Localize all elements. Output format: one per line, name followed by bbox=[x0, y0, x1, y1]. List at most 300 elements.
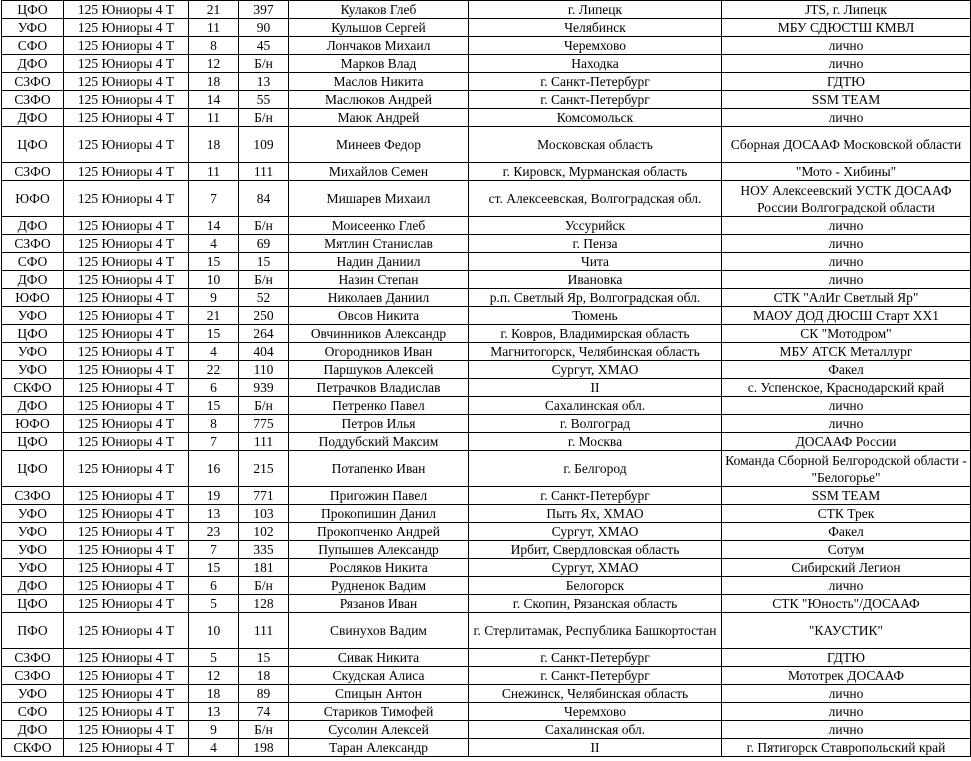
bib-number-cell: Б/н bbox=[239, 271, 289, 289]
bib-number-cell: 18 bbox=[239, 667, 289, 685]
rider-name-cell: Росляков Никита bbox=[289, 559, 469, 577]
rank-cell: 15 bbox=[189, 253, 239, 271]
table-row bbox=[2, 523, 971, 541]
bib-number-cell: 13 bbox=[239, 73, 289, 91]
team-cell: Факел bbox=[722, 361, 971, 379]
rank-cell: 5 bbox=[189, 649, 239, 667]
class-cell: 125 Юниоры 4 Т bbox=[64, 361, 189, 379]
district-cell: ДФО bbox=[2, 109, 64, 127]
table-row bbox=[2, 307, 971, 325]
team-cell: Команда Сборной Белгородской области - "Белогорье" bbox=[722, 451, 971, 487]
rider-name-cell: Прокопченко Андрей bbox=[289, 523, 469, 541]
class-cell: 125 Юниоры 4 Т bbox=[64, 595, 189, 613]
bib-number-cell: Б/н bbox=[239, 397, 289, 415]
class-cell: 125 Юниоры 4 Т bbox=[64, 1, 189, 19]
class-cell: 125 Юниоры 4 Т bbox=[64, 667, 189, 685]
rider-name-cell: Минеев Федор bbox=[289, 127, 469, 163]
bib-number-cell: 128 bbox=[239, 595, 289, 613]
district-cell: ЦФО bbox=[2, 325, 64, 343]
rider-name-cell: Мятлин Станислав bbox=[289, 235, 469, 253]
team-cell: JTS, г. Липецк bbox=[722, 1, 971, 19]
city-cell: Сургут, ХМАО bbox=[469, 361, 722, 379]
rank-cell: 19 bbox=[189, 487, 239, 505]
rank-cell: 4 bbox=[189, 343, 239, 361]
rank-cell: 8 bbox=[189, 37, 239, 55]
team-cell: Сборная ДОСААФ Московской области bbox=[722, 127, 971, 163]
rider-name-cell: Овчинников Александр bbox=[289, 325, 469, 343]
city-cell: II bbox=[469, 739, 722, 757]
class-cell: 125 Юниоры 4 Т bbox=[64, 505, 189, 523]
bib-number-cell: 55 bbox=[239, 91, 289, 109]
class-cell: 125 Юниоры 4 Т bbox=[64, 415, 189, 433]
city-cell: г. Ковров, Владимирская область bbox=[469, 325, 722, 343]
district-cell: УФО bbox=[2, 307, 64, 325]
class-cell: 125 Юниоры 4 Т bbox=[64, 325, 189, 343]
table-row bbox=[2, 505, 971, 523]
bib-number-cell: 404 bbox=[239, 343, 289, 361]
team-cell: лично bbox=[722, 577, 971, 595]
city-cell: ст. Алексеевская, Волгоградская обл. bbox=[469, 181, 722, 217]
class-cell: 125 Юниоры 4 Т bbox=[64, 433, 189, 451]
rider-name-cell: Кулаков Глеб bbox=[289, 1, 469, 19]
district-cell: СКФО bbox=[2, 739, 64, 757]
city-cell: г. Волгоград bbox=[469, 415, 722, 433]
city-cell: г. Санкт-Петербург bbox=[469, 649, 722, 667]
rider-name-cell: Петренко Павел bbox=[289, 397, 469, 415]
class-cell: 125 Юниоры 4 Т bbox=[64, 649, 189, 667]
team-cell: НОУ Алексеевский УСТК ДОСААФ России Волгоградской области bbox=[722, 181, 971, 217]
table-row bbox=[2, 19, 971, 37]
rank-cell: 14 bbox=[189, 217, 239, 235]
table-row bbox=[2, 73, 971, 91]
team-cell: "Мото - Хибины" bbox=[722, 163, 971, 181]
table-row bbox=[2, 721, 971, 739]
table-row bbox=[2, 703, 971, 721]
bib-number-cell: 215 bbox=[239, 451, 289, 487]
rank-cell: 4 bbox=[189, 739, 239, 757]
table-row bbox=[2, 577, 971, 595]
bib-number-cell: 74 bbox=[239, 703, 289, 721]
city-cell: Сахалинская обл. bbox=[469, 721, 722, 739]
rider-name-cell: Мишарев Михаил bbox=[289, 181, 469, 217]
team-cell: лично bbox=[722, 703, 971, 721]
class-cell: 125 Юниоры 4 Т bbox=[64, 685, 189, 703]
table-row bbox=[2, 289, 971, 307]
rank-cell: 6 bbox=[189, 379, 239, 397]
bib-number-cell: 102 bbox=[239, 523, 289, 541]
district-cell: СЗФО bbox=[2, 91, 64, 109]
district-cell: ДФО bbox=[2, 721, 64, 739]
rider-name-cell: Свинухов Вадим bbox=[289, 613, 469, 649]
rider-name-cell: Поддубский Максим bbox=[289, 433, 469, 451]
district-cell: ЮФО bbox=[2, 289, 64, 307]
table-row bbox=[2, 235, 971, 253]
district-cell: ДФО bbox=[2, 397, 64, 415]
district-cell: ДФО bbox=[2, 577, 64, 595]
class-cell: 125 Юниоры 4 Т bbox=[64, 109, 189, 127]
class-cell: 125 Юниоры 4 Т bbox=[64, 541, 189, 559]
city-cell: г. Пенза bbox=[469, 235, 722, 253]
city-cell: г. Санкт-Петербург bbox=[469, 91, 722, 109]
district-cell: СЗФО bbox=[2, 235, 64, 253]
class-cell: 125 Юниоры 4 Т bbox=[64, 91, 189, 109]
team-cell: лично bbox=[722, 55, 971, 73]
city-cell: г. Кировск, Мурманская область bbox=[469, 163, 722, 181]
city-cell: Черемхово bbox=[469, 37, 722, 55]
city-cell: Находка bbox=[469, 55, 722, 73]
bib-number-cell: 264 bbox=[239, 325, 289, 343]
district-cell: ДФО bbox=[2, 271, 64, 289]
bib-number-cell: 335 bbox=[239, 541, 289, 559]
bib-number-cell: 45 bbox=[239, 37, 289, 55]
class-cell: 125 Юниоры 4 Т bbox=[64, 559, 189, 577]
bib-number-cell: Б/н bbox=[239, 721, 289, 739]
table-row bbox=[2, 379, 971, 397]
rank-cell: 11 bbox=[189, 19, 239, 37]
class-cell: 125 Юниоры 4 Т bbox=[64, 55, 189, 73]
city-cell: Московская область bbox=[469, 127, 722, 163]
team-cell: СК "Мотодром" bbox=[722, 325, 971, 343]
district-cell: СКФО bbox=[2, 379, 64, 397]
team-cell: МБУ АТСК Металлург bbox=[722, 343, 971, 361]
bib-number-cell: 111 bbox=[239, 163, 289, 181]
bib-number-cell: 109 bbox=[239, 127, 289, 163]
district-cell: УФО bbox=[2, 19, 64, 37]
team-cell: ГДТЮ bbox=[722, 649, 971, 667]
table-row bbox=[2, 37, 971, 55]
table-row bbox=[2, 397, 971, 415]
team-cell: Мототрек ДОСААФ bbox=[722, 667, 971, 685]
bib-number-cell: 15 bbox=[239, 649, 289, 667]
city-cell: Ирбит, Свердловская область bbox=[469, 541, 722, 559]
team-cell: лично bbox=[722, 253, 971, 271]
bib-number-cell: 771 bbox=[239, 487, 289, 505]
table-row bbox=[2, 271, 971, 289]
bib-number-cell: 198 bbox=[239, 739, 289, 757]
class-cell: 125 Юниоры 4 Т bbox=[64, 181, 189, 217]
rank-cell: 7 bbox=[189, 181, 239, 217]
team-cell: Факел bbox=[722, 523, 971, 541]
team-cell: лично bbox=[722, 109, 971, 127]
team-cell: ГДТЮ bbox=[722, 73, 971, 91]
class-cell: 125 Юниоры 4 Т bbox=[64, 487, 189, 505]
participants-table bbox=[1, 0, 971, 757]
district-cell: ЮФО bbox=[2, 415, 64, 433]
table-row bbox=[2, 541, 971, 559]
rider-name-cell: Прокопишин Данил bbox=[289, 505, 469, 523]
city-cell: г. Белгород bbox=[469, 451, 722, 487]
rank-cell: 15 bbox=[189, 325, 239, 343]
team-cell: МБУ СДЮСТШ КМВЛ bbox=[722, 19, 971, 37]
team-cell: ДОСААФ России bbox=[722, 433, 971, 451]
rank-cell: 15 bbox=[189, 397, 239, 415]
table-row bbox=[2, 415, 971, 433]
rider-name-cell: Овсов Никита bbox=[289, 307, 469, 325]
district-cell: СЗФО bbox=[2, 73, 64, 91]
table-row bbox=[2, 163, 971, 181]
team-cell: г. Пятигорск Ставропольский край bbox=[722, 739, 971, 757]
team-cell: МАОУ ДОД ДЮСШ Старт XX1 bbox=[722, 307, 971, 325]
bib-number-cell: 111 bbox=[239, 613, 289, 649]
rank-cell: 4 bbox=[189, 235, 239, 253]
district-cell: УФО bbox=[2, 541, 64, 559]
rank-cell: 11 bbox=[189, 163, 239, 181]
table-row bbox=[2, 685, 971, 703]
team-cell: лично bbox=[722, 217, 971, 235]
class-cell: 125 Юниоры 4 Т bbox=[64, 271, 189, 289]
team-cell: Сибирский Легион bbox=[722, 559, 971, 577]
rank-cell: 23 bbox=[189, 523, 239, 541]
rank-cell: 5 bbox=[189, 595, 239, 613]
city-cell: Магнитогорск, Челябинская область bbox=[469, 343, 722, 361]
table-row bbox=[2, 559, 971, 577]
table-row bbox=[2, 181, 971, 217]
table-row bbox=[2, 451, 971, 487]
class-cell: 125 Юниоры 4 Т bbox=[64, 451, 189, 487]
class-cell: 125 Юниоры 4 Т bbox=[64, 289, 189, 307]
district-cell: ЦФО bbox=[2, 451, 64, 487]
rank-cell: 18 bbox=[189, 685, 239, 703]
rank-cell: 10 bbox=[189, 271, 239, 289]
bib-number-cell: 397 bbox=[239, 1, 289, 19]
bib-number-cell: 250 bbox=[239, 307, 289, 325]
city-cell: Пыть Ях, ХМАО bbox=[469, 505, 722, 523]
city-cell: г. Санкт-Петербург bbox=[469, 667, 722, 685]
table-row bbox=[2, 361, 971, 379]
rider-name-cell: Паршуков Алексей bbox=[289, 361, 469, 379]
district-cell: ЮФО bbox=[2, 181, 64, 217]
city-cell: Уссурийск bbox=[469, 217, 722, 235]
table-row bbox=[2, 433, 971, 451]
rank-cell: 9 bbox=[189, 721, 239, 739]
rank-cell: 21 bbox=[189, 307, 239, 325]
rider-name-cell: Надин Даниил bbox=[289, 253, 469, 271]
rider-name-cell: Пригожин Павел bbox=[289, 487, 469, 505]
team-cell: лично bbox=[722, 685, 971, 703]
bib-number-cell: Б/н bbox=[239, 109, 289, 127]
table-body bbox=[2, 1, 971, 757]
class-cell: 125 Юниоры 4 Т bbox=[64, 127, 189, 163]
class-cell: 125 Юниоры 4 Т bbox=[64, 253, 189, 271]
team-cell: Сотум bbox=[722, 541, 971, 559]
city-cell: Сургут, ХМАО bbox=[469, 523, 722, 541]
rider-name-cell: Кульшов Сергей bbox=[289, 19, 469, 37]
rider-name-cell: Маюк Андрей bbox=[289, 109, 469, 127]
table-row bbox=[2, 217, 971, 235]
district-cell: ДФО bbox=[2, 217, 64, 235]
class-cell: 125 Юниоры 4 Т bbox=[64, 37, 189, 55]
bib-number-cell: Б/н bbox=[239, 55, 289, 73]
rider-name-cell: Марков Влад bbox=[289, 55, 469, 73]
class-cell: 125 Юниоры 4 Т bbox=[64, 523, 189, 541]
bib-number-cell: 84 bbox=[239, 181, 289, 217]
class-cell: 125 Юниоры 4 Т bbox=[64, 307, 189, 325]
class-cell: 125 Юниоры 4 Т bbox=[64, 703, 189, 721]
rank-cell: 11 bbox=[189, 109, 239, 127]
city-cell: Комсомольск bbox=[469, 109, 722, 127]
class-cell: 125 Юниоры 4 Т bbox=[64, 739, 189, 757]
district-cell: УФО bbox=[2, 685, 64, 703]
team-cell: СТК "Юность"/ДОСААФ bbox=[722, 595, 971, 613]
rider-name-cell: Николаев Даниил bbox=[289, 289, 469, 307]
table-row bbox=[2, 649, 971, 667]
district-cell: ЦФО bbox=[2, 1, 64, 19]
table-row bbox=[2, 343, 971, 361]
class-cell: 125 Юниоры 4 Т bbox=[64, 163, 189, 181]
team-cell: лично bbox=[722, 397, 971, 415]
rider-name-cell: Петрачков Владислав bbox=[289, 379, 469, 397]
class-cell: 125 Юниоры 4 Т bbox=[64, 343, 189, 361]
team-cell: лично bbox=[722, 37, 971, 55]
bib-number-cell: 89 bbox=[239, 685, 289, 703]
district-cell: УФО bbox=[2, 523, 64, 541]
city-cell: г. Стерлитамак, Республика Башкортостан bbox=[469, 613, 722, 649]
district-cell: СЗФО bbox=[2, 649, 64, 667]
class-cell: 125 Юниоры 4 Т bbox=[64, 613, 189, 649]
rank-cell: 7 bbox=[189, 541, 239, 559]
city-cell: Черемхово bbox=[469, 703, 722, 721]
district-cell: СЗФО bbox=[2, 487, 64, 505]
bib-number-cell: Б/н bbox=[239, 217, 289, 235]
table-row bbox=[2, 325, 971, 343]
city-cell: Челябинск bbox=[469, 19, 722, 37]
class-cell: 125 Юниоры 4 Т bbox=[64, 721, 189, 739]
rank-cell: 6 bbox=[189, 577, 239, 595]
rider-name-cell: Моисеенко Глеб bbox=[289, 217, 469, 235]
team-cell: SSM TEAM bbox=[722, 91, 971, 109]
city-cell: II bbox=[469, 379, 722, 397]
team-cell: СТК "АлИг Светлый Яр" bbox=[722, 289, 971, 307]
class-cell: 125 Юниоры 4 Т bbox=[64, 217, 189, 235]
bib-number-cell: 103 bbox=[239, 505, 289, 523]
table-row bbox=[2, 109, 971, 127]
rider-name-cell: Лончаков Михаил bbox=[289, 37, 469, 55]
class-cell: 125 Юниоры 4 Т bbox=[64, 19, 189, 37]
city-cell: Сахалинская обл. bbox=[469, 397, 722, 415]
rider-name-cell: Михайлов Семен bbox=[289, 163, 469, 181]
table-row bbox=[2, 667, 971, 685]
rank-cell: 9 bbox=[189, 289, 239, 307]
rank-cell: 12 bbox=[189, 667, 239, 685]
rider-name-cell: Сусолин Алексей bbox=[289, 721, 469, 739]
district-cell: УФО bbox=[2, 505, 64, 523]
class-cell: 125 Юниоры 4 Т bbox=[64, 397, 189, 415]
city-cell: р.п. Светлый Яр, Волгоградская обл. bbox=[469, 289, 722, 307]
team-cell: SSM TEAM bbox=[722, 487, 971, 505]
bib-number-cell: 90 bbox=[239, 19, 289, 37]
city-cell: Чита bbox=[469, 253, 722, 271]
rider-name-cell: Рязанов Иван bbox=[289, 595, 469, 613]
city-cell: г. Липецк bbox=[469, 1, 722, 19]
rider-name-cell: Стариков Тимофей bbox=[289, 703, 469, 721]
bib-number-cell: 15 bbox=[239, 253, 289, 271]
district-cell: СФО bbox=[2, 703, 64, 721]
rider-name-cell: Скудская Алиса bbox=[289, 667, 469, 685]
rank-cell: 12 bbox=[189, 55, 239, 73]
rider-name-cell: Таран Александр bbox=[289, 739, 469, 757]
district-cell: УФО bbox=[2, 559, 64, 577]
district-cell: УФО bbox=[2, 361, 64, 379]
bib-number-cell: 939 bbox=[239, 379, 289, 397]
table-row bbox=[2, 127, 971, 163]
rider-name-cell: Огородников Иван bbox=[289, 343, 469, 361]
city-cell: Белогорск bbox=[469, 577, 722, 595]
rank-cell: 10 bbox=[189, 613, 239, 649]
table-row bbox=[2, 1, 971, 19]
rider-name-cell: Назин Степан bbox=[289, 271, 469, 289]
bib-number-cell: 181 bbox=[239, 559, 289, 577]
class-cell: 125 Юниоры 4 Т bbox=[64, 577, 189, 595]
rider-name-cell: Петров Илья bbox=[289, 415, 469, 433]
rank-cell: 8 bbox=[189, 415, 239, 433]
class-cell: 125 Юниоры 4 Т bbox=[64, 73, 189, 91]
class-cell: 125 Юниоры 4 Т bbox=[64, 235, 189, 253]
bib-number-cell: 775 bbox=[239, 415, 289, 433]
city-cell: г. Санкт-Петербург bbox=[469, 73, 722, 91]
rank-cell: 13 bbox=[189, 505, 239, 523]
bib-number-cell: 52 bbox=[239, 289, 289, 307]
district-cell: СФО bbox=[2, 37, 64, 55]
city-cell: Тюмень bbox=[469, 307, 722, 325]
team-cell: "КАУСТИК" bbox=[722, 613, 971, 649]
district-cell: ЦФО bbox=[2, 595, 64, 613]
rank-cell: 18 bbox=[189, 127, 239, 163]
district-cell: СЗФО bbox=[2, 667, 64, 685]
team-cell: лично bbox=[722, 235, 971, 253]
rider-name-cell: Потапенко Иван bbox=[289, 451, 469, 487]
rank-cell: 13 bbox=[189, 703, 239, 721]
district-cell: УФО bbox=[2, 343, 64, 361]
district-cell: СФО bbox=[2, 253, 64, 271]
rank-cell: 22 bbox=[189, 361, 239, 379]
rider-name-cell: Маслюков Андрей bbox=[289, 91, 469, 109]
rider-name-cell: Маслов Никита bbox=[289, 73, 469, 91]
bib-number-cell: 111 bbox=[239, 433, 289, 451]
rider-name-cell: Сивак Никита bbox=[289, 649, 469, 667]
rider-name-cell: Пупышев Александр bbox=[289, 541, 469, 559]
district-cell: ЦФО bbox=[2, 127, 64, 163]
city-cell: Ивановка bbox=[469, 271, 722, 289]
table-row bbox=[2, 487, 971, 505]
rank-cell: 18 bbox=[189, 73, 239, 91]
city-cell: г. Скопин, Рязанская область bbox=[469, 595, 722, 613]
district-cell: ЦФО bbox=[2, 433, 64, 451]
table-row bbox=[2, 613, 971, 649]
city-cell: г. Москва bbox=[469, 433, 722, 451]
rank-cell: 7 bbox=[189, 433, 239, 451]
rank-cell: 16 bbox=[189, 451, 239, 487]
table-row bbox=[2, 595, 971, 613]
bib-number-cell: 110 bbox=[239, 361, 289, 379]
rank-cell: 21 bbox=[189, 1, 239, 19]
city-cell: Сургут, ХМАО bbox=[469, 559, 722, 577]
district-cell: СЗФО bbox=[2, 163, 64, 181]
class-cell: 125 Юниоры 4 Т bbox=[64, 379, 189, 397]
bib-number-cell: Б/н bbox=[239, 577, 289, 595]
city-cell: Снежинск, Челябинская область bbox=[469, 685, 722, 703]
rank-cell: 15 bbox=[189, 559, 239, 577]
rider-name-cell: Спицын Антон bbox=[289, 685, 469, 703]
team-cell: лично bbox=[722, 271, 971, 289]
rank-cell: 14 bbox=[189, 91, 239, 109]
table-row bbox=[2, 253, 971, 271]
district-cell: ДФО bbox=[2, 55, 64, 73]
team-cell: с. Успенское, Краснодарский край bbox=[722, 379, 971, 397]
rider-name-cell: Рудненок Вадим bbox=[289, 577, 469, 595]
team-cell: лично bbox=[722, 415, 971, 433]
city-cell: г. Санкт-Петербург bbox=[469, 487, 722, 505]
table-row bbox=[2, 91, 971, 109]
